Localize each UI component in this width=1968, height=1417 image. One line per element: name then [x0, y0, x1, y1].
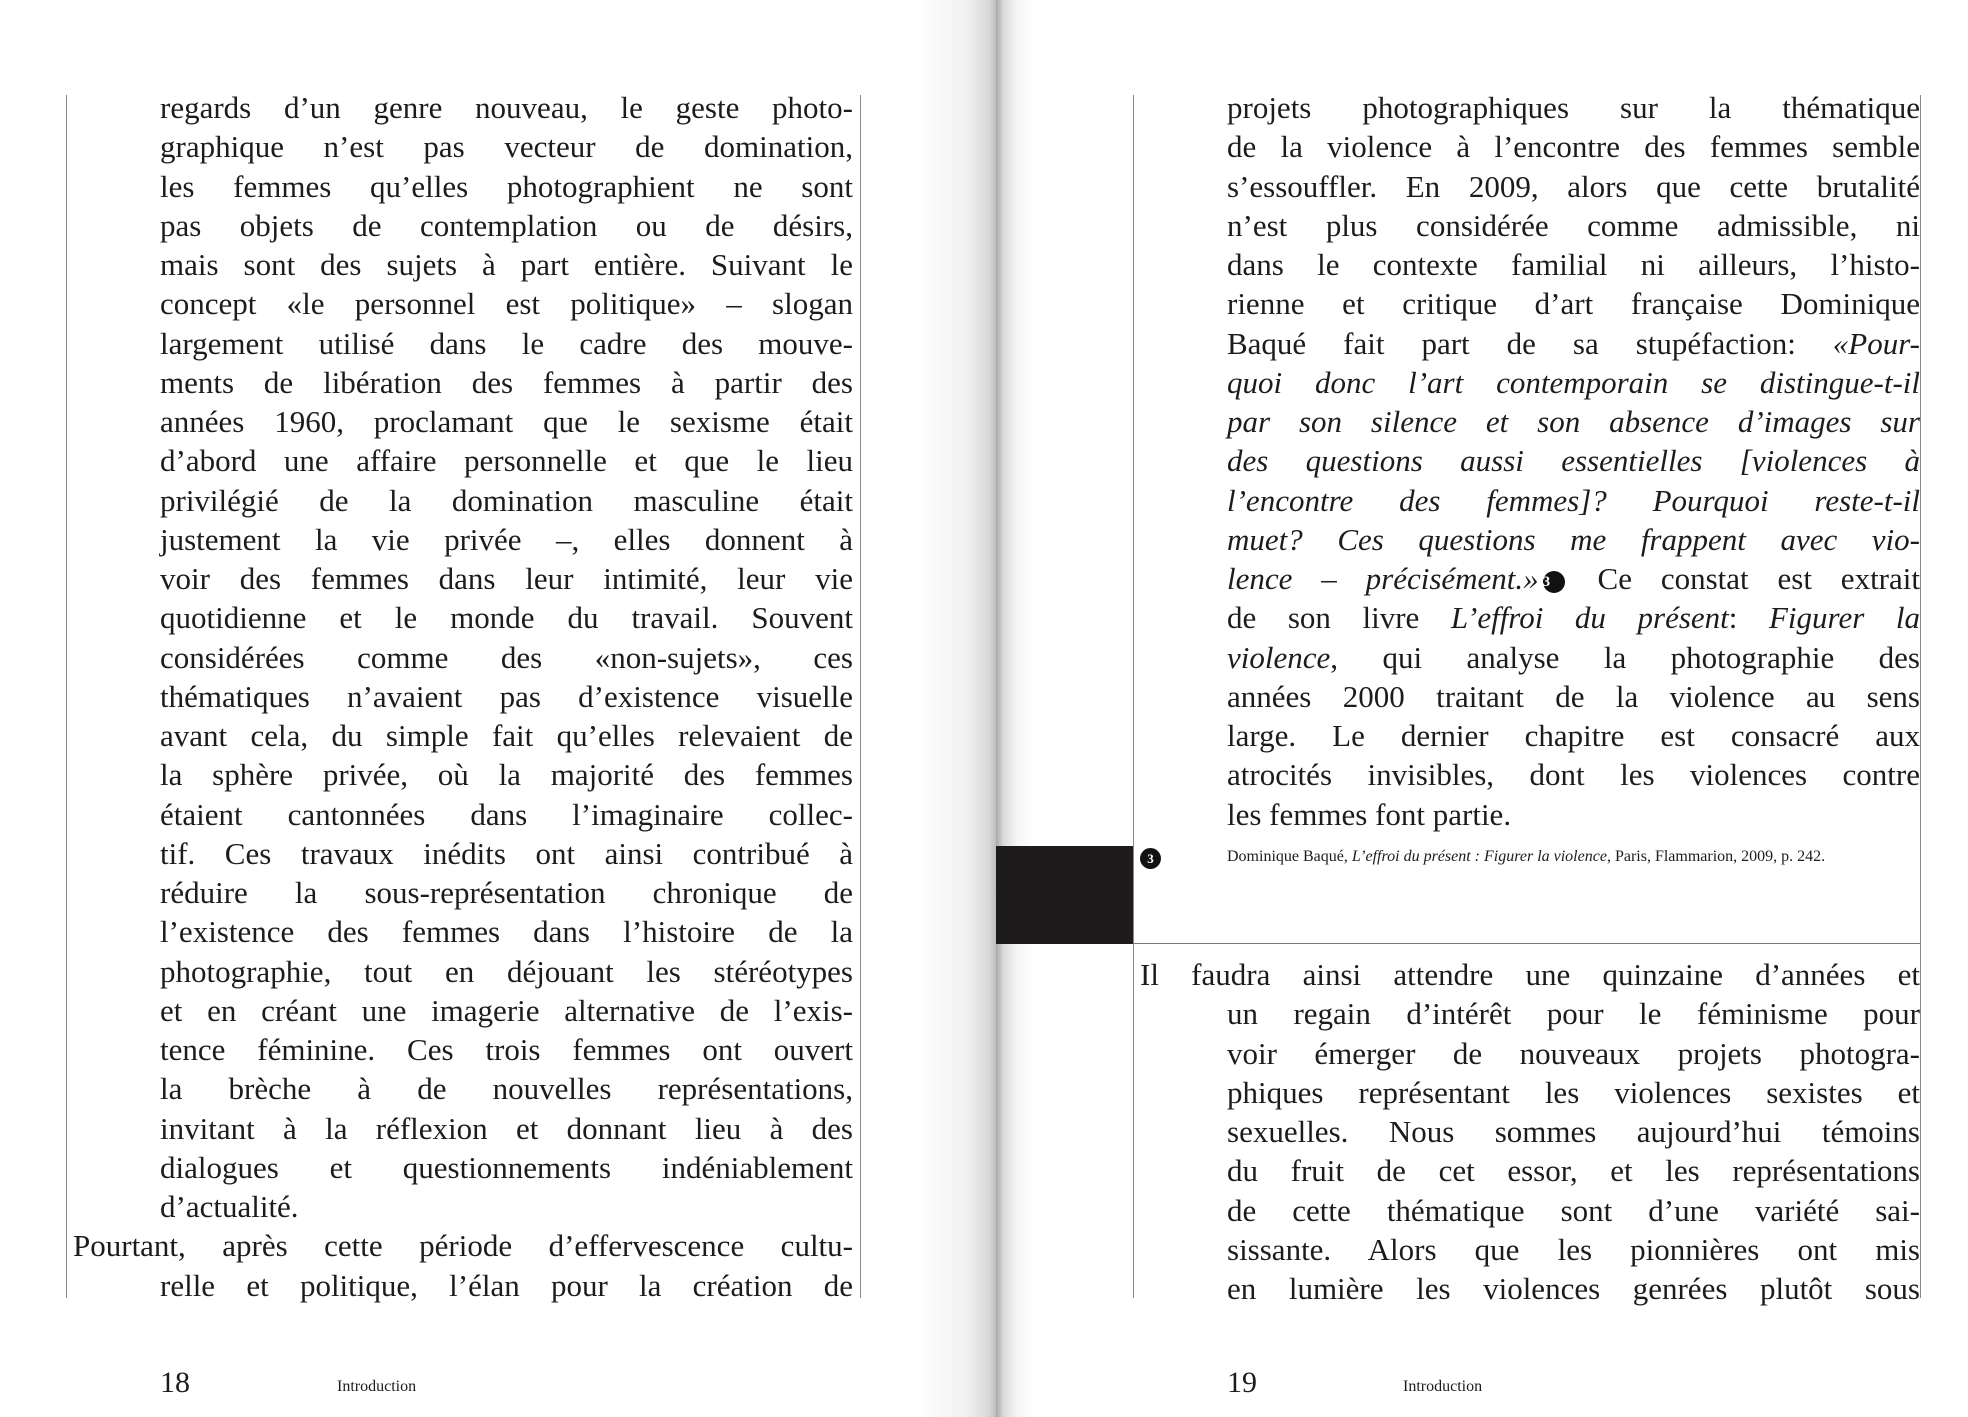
text-line — [160, 324, 853, 363]
text-line — [1227, 1112, 1920, 1151]
italic-text: lence – précisément.» — [1227, 561, 1539, 596]
text-line — [160, 206, 853, 245]
text-line — [1227, 363, 1920, 402]
text-segment: n’est plus considérée comme admissible, ni — [1227, 207, 1920, 243]
text-segment: de cette thématique sont d’une variété sai- — [1227, 1192, 1920, 1228]
text-line — [1227, 402, 1920, 441]
text-segment: Ce constat est extrait — [1568, 561, 1920, 596]
running-head: Introduction — [337, 1378, 417, 1395]
text-segment: étaient cantonnées dans l’imaginaire collec- — [160, 796, 853, 832]
text-segment: s’essouffler. En 2009, alors que cette brutalité — [1227, 168, 1920, 204]
right-page — [996, 0, 1968, 1417]
text-segment: photographie, tout en déjouant les stéréotypes — [160, 953, 853, 989]
text-segment: la brèche à de nouvelles représentations, — [160, 1071, 853, 1107]
text-line — [160, 1030, 853, 1069]
text-line — [160, 1069, 853, 1108]
text-line — [1227, 598, 1920, 637]
page-number: 18 — [160, 1366, 190, 1399]
black-marker-block — [996, 846, 1133, 944]
text-segment: de la violence à l’encontre des femmes semble — [1227, 129, 1920, 165]
text-segment: sissante. Alors que les pionnières ont mis — [1227, 1231, 1920, 1267]
text-segment: du fruit de cet essor, et les représentations — [1227, 1153, 1920, 1189]
italic-text: Figurer la — [1769, 600, 1920, 636]
text-segment: dans le contexte familial ni ailleurs, l’histo- — [1227, 247, 1920, 282]
text-line — [160, 873, 853, 912]
text-segment: d’actualité. — [160, 1189, 299, 1224]
text-segment: regards d’un genre nouveau, le geste photo- — [160, 90, 853, 125]
text-line — [160, 520, 853, 559]
text-line — [160, 598, 853, 637]
text-line — [160, 245, 853, 284]
text-line — [160, 284, 853, 323]
text-segment: privilégié de la domination masculine était — [160, 482, 853, 518]
text-segment: justement la vie privée –, elles donnent à — [160, 521, 853, 557]
text-segment: Baqué fait part de sa stupéfaction: — [1227, 325, 1833, 361]
italic-text: par son silence et son absence d’images sur — [1227, 404, 1920, 439]
text-line — [160, 441, 853, 480]
text-line — [1227, 245, 1920, 284]
text-line — [160, 1266, 853, 1305]
text-line — [1227, 441, 1920, 480]
italic-text: L’effroi du présent — [1450, 600, 1729, 636]
text-segment: ments de libération des femmes à partir des — [160, 364, 853, 400]
italic-text: muet? Ces questions me frappent avec vio- — [1227, 521, 1920, 557]
text-segment: largement utilisé dans le cadre des mouve- — [160, 325, 853, 361]
text-line — [1227, 481, 1920, 520]
left-margin-rule — [66, 95, 67, 1298]
text-line — [160, 677, 853, 716]
footnote-reference: 3 — [1543, 571, 1565, 593]
text-line — [160, 755, 853, 794]
text-segment: tif. Ces travaux inédits ont ainsi contribué à — [160, 835, 853, 871]
text-line — [1227, 994, 1920, 1033]
italic-text: violence — [1227, 639, 1331, 675]
footnote-text — [1227, 846, 1921, 867]
footnote-author: Dominique Baqué, — [1227, 848, 1352, 865]
text-segment: la sphère privée, où la majorité des femmes — [160, 757, 853, 793]
text-line — [1227, 1191, 1920, 1230]
text-line — [1227, 88, 1920, 127]
text-segment: relle et politique, l’élan pour la création de — [160, 1267, 853, 1303]
text-segment: de son livre — [1227, 600, 1451, 636]
text-line — [1227, 284, 1920, 323]
text-segment: rienne et critique d’art française Dominique — [1227, 286, 1920, 322]
text-segment: graphique n’est pas vecteur de domination, — [160, 129, 853, 165]
text-line — [160, 127, 853, 166]
text-line — [1227, 677, 1920, 716]
text-segment: atrocités invisibles, dont les violences contre — [1227, 757, 1920, 793]
text-line — [1227, 1151, 1920, 1190]
text-line — [160, 167, 853, 206]
italic-text: l’encontre des femmes]? Pourquoi reste-t-il — [1227, 482, 1920, 518]
text-segment: sexuelles. Nous sommes aujourd’hui témoins — [1227, 1114, 1920, 1149]
text-line — [160, 402, 853, 441]
text-line — [160, 716, 853, 755]
text-segment: dialogues et questionnements indéniablement — [160, 1149, 853, 1185]
text-segment: en lumière les violences genrées plutôt sous — [1227, 1271, 1920, 1306]
text-line — [160, 952, 853, 991]
text-line — [1227, 1230, 1920, 1269]
text-segment: phiques représentant les violences sexistes et — [1227, 1074, 1920, 1110]
text-segment: avant cela, du simple fait qu’elles relevaient de — [160, 718, 853, 753]
text-segment: années 2000 traitant de la violence au sens — [1227, 678, 1920, 714]
text-line — [73, 1226, 853, 1265]
text-segment: les femmes qu’elles photographient ne sont — [160, 168, 853, 204]
text-segment: : — [1728, 600, 1769, 636]
text-line — [1227, 1034, 1920, 1073]
section-divider — [1133, 943, 1920, 944]
text-segment: mais sont des sujets à part entière. Suivant le — [160, 247, 853, 282]
text-line — [160, 834, 853, 873]
right-margin-rule — [860, 95, 861, 1298]
text-line — [1227, 324, 1920, 363]
running-head: Introduction — [1403, 1378, 1483, 1395]
text-line — [1227, 755, 1920, 794]
text-segment: quotidienne et le monde du travail. Souvent — [160, 600, 853, 636]
text-segment: large. Le dernier chapitre est consacré aux — [1227, 718, 1920, 753]
footnote-rest: , Paris, Flammarion, 2009, p. 242. — [1606, 848, 1826, 865]
page-number: 19 — [1227, 1366, 1257, 1399]
text-line — [160, 638, 853, 677]
text-segment: Pourtant, après cette période d’effervescence cultu- — [73, 1228, 853, 1264]
text-line — [1227, 520, 1920, 559]
text-line — [160, 912, 853, 951]
text-segment: et en créant une imagerie alternative de l’exis- — [160, 992, 853, 1028]
text-segment: voir émerger de nouveaux projets photogra- — [1227, 1035, 1920, 1071]
body-text-second-paragraph — [1140, 955, 1920, 1308]
text-line — [1140, 955, 1920, 994]
text-line — [160, 559, 853, 598]
text-segment: d’abord une affaire personnelle et que le lieu — [160, 443, 853, 479]
text-segment: thématiques n’avaient pas d’existence visuelle — [160, 678, 853, 714]
text-segment: les femmes font partie. — [1227, 796, 1512, 832]
text-segment: invitant à la réflexion et donnant lieu à des — [160, 1110, 853, 1146]
text-segment: voir des femmes dans leur intimité, leur vie — [160, 561, 853, 596]
text-line — [1227, 127, 1920, 166]
italic-text: des questions aussi essentielles [violences à — [1227, 443, 1920, 479]
text-segment: concept «le personnel est politique» – slogan — [160, 286, 853, 322]
text-line — [160, 363, 853, 402]
footnote-title: L’effroi du présent : Figurer la violence — [1351, 848, 1607, 865]
text-line — [1227, 638, 1920, 677]
text-segment: tence féminine. Ces trois femmes ont ouvert — [160, 1032, 853, 1067]
text-line — [1227, 1269, 1920, 1308]
text-segment: un regain d’intérêt pour le féminisme pour — [1227, 996, 1920, 1032]
text-line — [160, 991, 853, 1030]
italic-text: quoi donc l’art contemporain se distingue-t-il — [1227, 364, 1920, 400]
text-line — [1227, 559, 1920, 598]
text-line — [1227, 1073, 1920, 1112]
right-margin-rule — [1920, 95, 1921, 1298]
text-segment: , qui analyse la photographie des — [1330, 639, 1920, 675]
text-segment: années 1960, proclamant que le sexisme était — [160, 404, 853, 439]
text-line — [160, 795, 853, 834]
text-segment: Il faudra ainsi attendre une quinzaine d’années et — [1140, 957, 1920, 992]
text-segment: l’existence des femmes dans l’histoire de la — [160, 914, 853, 950]
text-line — [160, 88, 853, 127]
text-line — [160, 481, 853, 520]
footnote-marker: 3 — [1140, 848, 1161, 869]
text-line — [160, 1109, 853, 1148]
text-segment: projets photographiques sur la thématique — [1227, 90, 1920, 125]
body-text — [73, 88, 853, 1305]
text-segment: considérées comme des «non-sujets», ces — [160, 639, 853, 675]
text-segment: réduire la sous-représentation chronique de — [160, 875, 853, 910]
text-line — [1227, 795, 1920, 834]
text-line — [1227, 167, 1920, 206]
text-line — [160, 1187, 853, 1226]
italic-text: «Pour- — [1832, 325, 1920, 361]
text-segment: pas objets de contemplation ou de désirs, — [160, 207, 853, 243]
left-margin-rule — [1133, 95, 1134, 1298]
body-text — [1227, 88, 1920, 834]
text-line — [1227, 716, 1920, 755]
text-line — [1227, 206, 1920, 245]
text-line — [160, 1148, 853, 1187]
